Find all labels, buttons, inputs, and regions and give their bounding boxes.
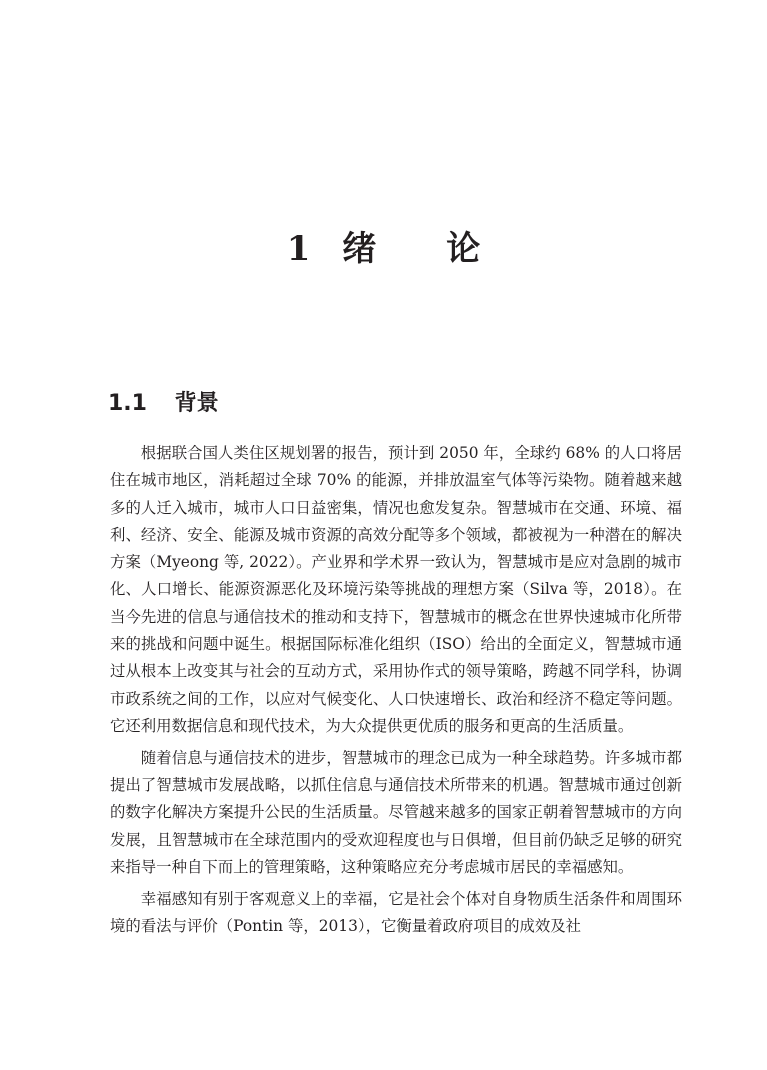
- section-number: 1.1: [108, 391, 147, 416]
- paragraph: 随着信息与通信技术的进步，智慧城市的理念已成为一种全球趋势。许多城市都提出了智慧城市发展战略，以抓住信息与通信技术所带来的机遇。智慧城市通过创新的数字化解决方案提升公民的生活质量。尽管越来越多的国家正朝着智慧城市的方向发展，且智慧城市在全球范围内的受欢迎程度也与日俱增，但目前仍缺乏足够的研究来指导一种自下而上的管理策略，这种策略应充分考虑城市居民的幸福感知。: [110, 748, 682, 876]
- chapter-title: [0, 222, 767, 276]
- paragraph: 根据联合国人类住区规划署的报告，预计到 2050 年，全球约 68% 的人口将居住在城市地区，消耗超过全球 70% 的能源，并排放温室气体等污染物。随着越来越多的人迁入城市，城市人口日益密集，情况也愈发复杂。智慧城市在交通、环境、福利、经济、安全、能源及城市资源的高效分配等多个领域，都被视为一种潜在的解决方案（Myeong 等, 2022）。产业界和学术界一致认为，智慧城市是应对急剧的城市化、人口增长、能源资源恶化及环境污染等挑战的理想方案（Silva 等，2018）。在当今先进的信息与通信技术的推动和支持下，智慧城市的概念在世界快速城市化所带来的挑战和问题中诞生。根据国际标准化组织（ISO）给出的全面定义，智慧城市通过从根本上改变其与社会的互动方式，采用协作式的领导策略，跨越不同学科，协调市政系统之间的工作，以应对气候变化、人口快速增长、政治和经济不稳定等问题。它还利用数据信息和现代技术，为大众提供更优质的服务和更高的生活质量。: [110, 444, 682, 735]
- chapter-number: 1: [286, 229, 311, 269]
- paragraph: 幸福感知有别于客观意义上的幸福，它是社会个体对自身物质生活条件和周围环境的看法与评价（Pontin 等，2013），它衡量着政府项目的成效及社: [110, 889, 682, 936]
- section-heading: [108, 386, 219, 422]
- chapter-title-text: 绪论: [342, 229, 551, 269]
- body-text: [110, 440, 682, 945]
- section-title: 背景: [174, 391, 219, 416]
